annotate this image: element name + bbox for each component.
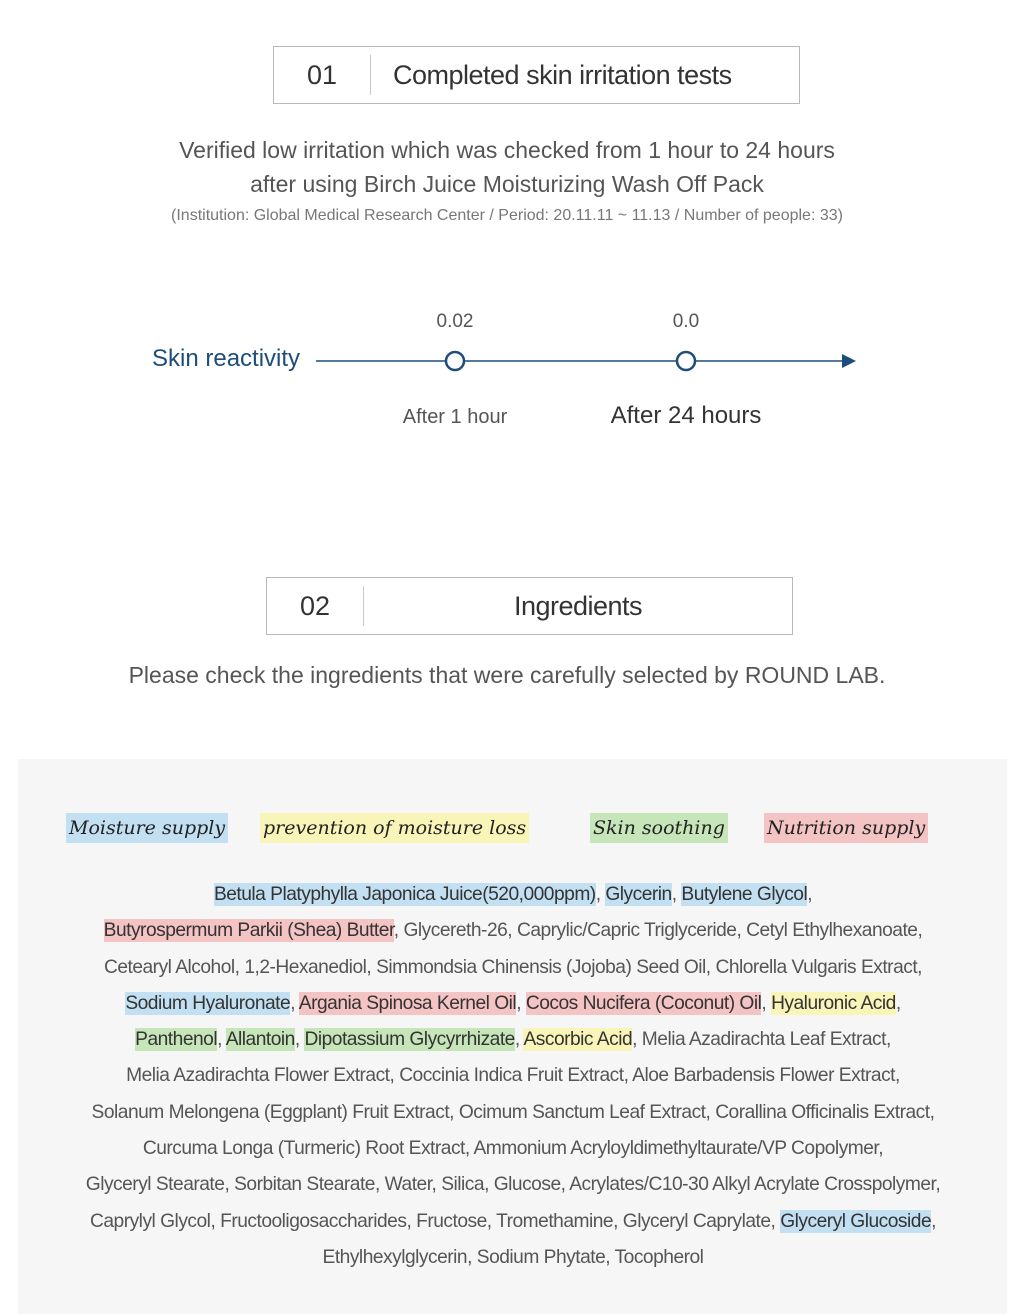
ingredient-item: Tocopherol [614, 1246, 704, 1268]
ingredient-item: Panthenol [135, 1029, 218, 1051]
ingredient-item: Glycereth-26 [403, 920, 508, 942]
ingredient-item: Butylene Glycol [681, 884, 808, 905]
ingredient-item: Sodium Phytate [476, 1246, 606, 1268]
ingredients-panel [18, 759, 1007, 1314]
ingredient-item: Glyceryl Glucoside [780, 1210, 932, 1232]
ingredient-legend [18, 813, 1007, 853]
legend-prevention-of-moisture-loss: prevention of moisture loss [260, 813, 529, 843]
section-header-irritation-tests [273, 46, 800, 104]
test-institution-note: (Institution: Global Medical Research Center / Period: 20.11.11 ~ 11.13 / Number of people: 33) [171, 207, 843, 224]
timeline-point-1-value: 0.02 [436, 311, 474, 332]
timeline-label: Skin reactivity [152, 345, 301, 372]
ingredient-item: Ethylhexylglycerin [322, 1246, 468, 1268]
irritation-test-description [0, 133, 1014, 201]
section-title: Completed skin irritation tests [393, 59, 732, 90]
timeline-point-2-value: 0.0 [672, 311, 700, 332]
ingredient-item: Cocos Nucifera (Coconut) Oil [525, 992, 762, 1014]
ingredient-item: Allantoin [225, 1029, 295, 1051]
timeline-point-1-marker [446, 352, 464, 370]
ingredient-item: Glyceryl Caprylate [622, 1210, 771, 1232]
ingredient-item: Corallina Officinalis Extract [715, 1101, 930, 1123]
ingredient-item: Dipotassium Glycyrrhizate [304, 1029, 515, 1051]
ingredient-item: Sorbitan Stearate [234, 1174, 375, 1196]
ingredient-item: Acrylates/C10-30 Alkyl Acrylate Crosspolymer [569, 1174, 936, 1196]
ingredient-item: Cetearyl Alcohol [103, 956, 235, 978]
legend-skin-soothing: Skin soothing [590, 813, 728, 843]
timeline-point-1-caption: After 1 hour [402, 406, 508, 428]
ingredient-item: Fructooligosaccharides [220, 1210, 407, 1232]
ingredient-item: Caprylic/Capric Triglyceride [516, 920, 737, 942]
ingredient-item: Caprylyl Glycol [90, 1210, 211, 1232]
description-line-2: after using Birch Juice Moisturizing Wash Off Pack [250, 171, 764, 197]
ingredient-item: Butyrospermum Parkii (Shea) Butter [103, 920, 394, 942]
ingredient-item: Ammonium Acryloyldimethyltaurate/VP Copolymer [473, 1138, 879, 1160]
description-line-1: Verified low irritation which was checked from 1 hour to 24 hours [179, 137, 835, 163]
ingredient-item: Sodium Hyaluronate [125, 992, 291, 1014]
ingredient-item: Curcuma Longa (Turmeric) Root Extract [142, 1138, 465, 1160]
ingredient-item: Simmondsia Chinensis (Jojoba) Seed Oil [376, 956, 706, 978]
section-title: Ingredients [513, 590, 643, 621]
ingredient-item: Water [384, 1174, 432, 1196]
ingredient-item: Melia Azadirachta Leaf Extract [641, 1029, 886, 1051]
ingredient-item: Hyaluronic Acid [771, 992, 896, 1014]
ingredient-item: Betula Platyphylla Japonica Juice(520,000ppm) [213, 884, 596, 905]
ingredient-item: 1,2-Hexanediol [244, 956, 367, 978]
timeline-point-2-caption: After 24 hours [610, 402, 762, 429]
ingredient-item: Coccinia Indica Fruit Extract [399, 1065, 624, 1087]
ingredient-item: Cetyl Ethylhexanoate [746, 920, 918, 942]
ingredient-list: Betula Platyphylla Japonica Juice(520,000ppm), Glycerin, Butylene Glycol, Butyrospermum Parkii (Shea) Butter, Glycereth-26, Caprylic/Capric Triglyceride, Cetyl Ethylhexanoate, Cetearyl Alcohol, 1,2-Hexanediol, Simmondsia Chinensis (Jojoba) Seed Oil, Chlorella Vulgaris Extract, Sodium Hyaluronate, Argania Spinosa Kernel Oil, Cocos Nucifera (Coconut) Oil, Hyaluronic Acid, Panthenol, Allantoin, Dipotassium Glycyrrhizate, Ascorbic Acid, Melia Azadirachta Leaf Extract, Melia Azadirachta Flower Extract, Coccinia Indica Fruit Extract, Aloe Barbadensis Flower Extract, Solanum Melongena (Eggplant) Fruit Extract, Ocimum Sanctum Leaf Extract, Corallina Officinalis Extract, Curcuma Longa (Turmeric) Root Extract, Ammonium Acryloyldimethyltaurate/VP Copolymer, Glyceryl Stearate, Sorbitan Stearate, Water, Silica, Glucose, Acrylates/C10-30 Alkyl Acrylate Crosspolymer, Caprylyl Glycol, Fructooligosaccharides, Fructose, Tromethamine, Glyceryl Caprylate, Glyceryl Glucoside, Ethylhexylglycerin, Sodium Phytate, Tocopherol [85, 884, 941, 1268]
skin-reactivity-timeline [0, 300, 1014, 450]
ingredient-item: Glyceryl Stearate [85, 1174, 225, 1196]
ingredient-item: Melia Azadirachta Flower Extract [126, 1065, 390, 1087]
ingredient-item: Solanum Melongena (Eggplant) Fruit Extract [91, 1101, 450, 1123]
arrow-right-icon [842, 354, 856, 368]
ingredient-item: Silica [441, 1174, 485, 1196]
timeline-point-2-marker [677, 352, 695, 370]
ingredient-item: Fructose [416, 1210, 487, 1232]
ingredient-item: Aloe Barbadensis Flower Extract [632, 1065, 896, 1087]
ingredient-item: Glucose [493, 1174, 561, 1196]
legend-nutrition-supply: Nutrition supply [764, 813, 928, 843]
ingredients-description: Please check the ingredients that were carefully selected by ROUND LAB. [128, 662, 886, 688]
ingredient-item: Glycerin [605, 884, 672, 905]
legend-moisture-supply: Moisture supply [66, 813, 228, 843]
ingredient-item: Argania Spinosa Kernel Oil [298, 992, 517, 1014]
section-header-ingredients [266, 577, 793, 635]
section-number: 01 [306, 59, 338, 90]
ingredient-item: Chlorella Vulgaris Extract [715, 956, 918, 978]
ingredient-item: Tromethamine [496, 1210, 614, 1232]
ingredient-item: Ocimum Sanctum Leaf Extract [458, 1101, 706, 1123]
section-number: 02 [299, 590, 331, 621]
ingredient-item: Ascorbic Acid [523, 1029, 633, 1051]
